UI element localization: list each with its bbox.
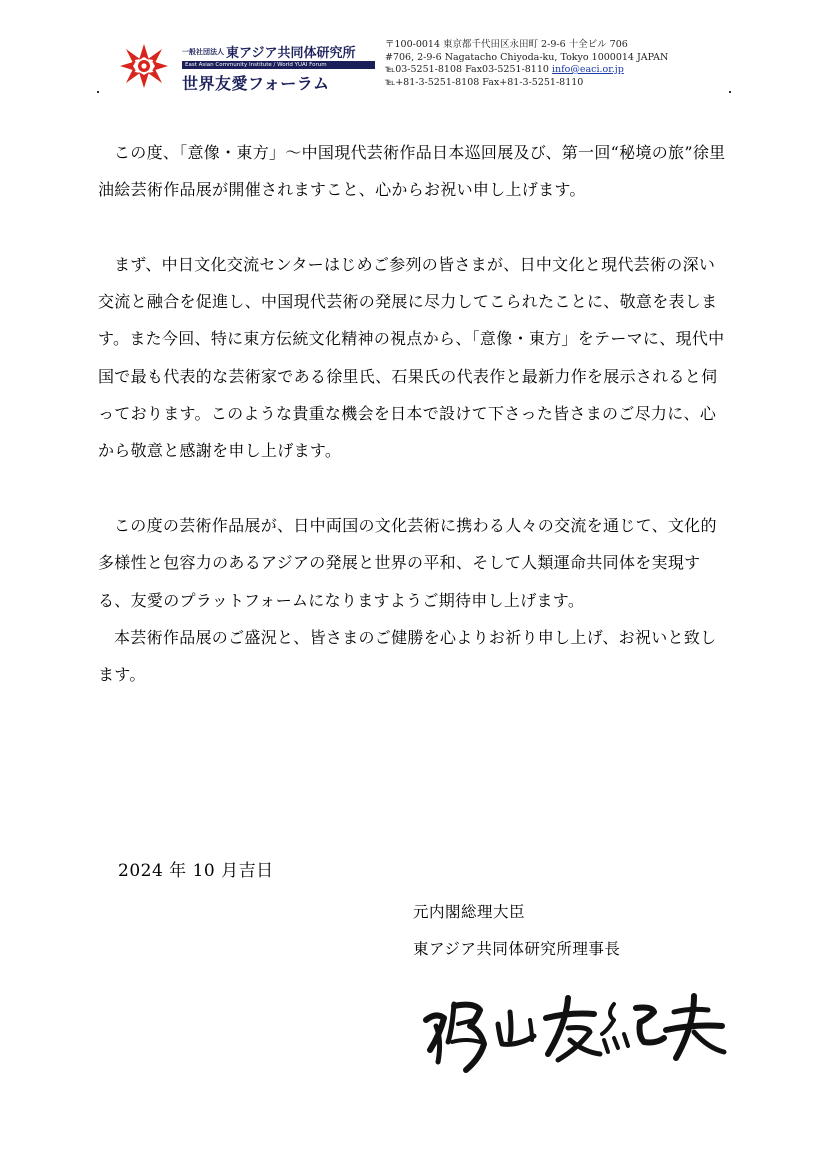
organization-english-name: East Asian Community Institute / World YUAI Forum: [182, 61, 375, 69]
organization-name: [182, 42, 355, 61]
letterhead: [118, 38, 718, 96]
paragraph-hopes: この度の芸術作品展が、日中両国の文化芸術に携わる人々の交流を通じて、文化的多様性と包容力のあるアジアの発展と世界の平和、そして人類運命共同体を実現する、友愛のプラットフォームになりますようご期待申し上げます。: [98, 515, 717, 610]
forum-name: 世界友愛フォーラム: [182, 74, 330, 93]
organization-name-block: [182, 42, 382, 94]
organization-name-text: 東アジア共同体研究所: [226, 46, 356, 61]
header-corner-mark-right: [729, 91, 731, 93]
signer-title-former-pm: 元内閣総理大臣: [413, 903, 526, 921]
paragraph-closing: 本芸術作品展のご盛況と、皆さまのご健勝を心よりお祈り申し上げ、お祝いと致します。: [98, 627, 717, 685]
organization-type: 一般社団法人: [182, 48, 224, 56]
handwritten-signature: [418, 990, 728, 1080]
letter-date: 2024 年 10 月吉日: [118, 861, 274, 881]
contact-address-block: [385, 39, 668, 89]
paragraph-acknowledgement: まず、中日文化交流センターはじめご参列の皆さまが、日中文化と現代芸術の深い交流と融合を促進し、中国現代芸術の発展に尽力してこられたことに、敬意を表します。また今回、特に東方伝統文化精神の視点から、「意像・東方」をテーマに、現代中国で最も代表的な芸術家である徐里氏、石果氏の代表作と最新力作を展示されると伺っております。このような貴重な機会を日本で設けて下さった皆さまのご尽力に、心から敬意と感謝を申し上げます。: [98, 254, 725, 461]
address-line-en: #706, 2-9-6 Nagatacho Chiyoda-ku, Tokyo 1000014 JAPAN: [385, 51, 669, 63]
letter-body: [98, 134, 730, 693]
institute-logo-icon: [118, 42, 170, 90]
address-line-jp: 〒100-0014 東京都千代田区永田町 2-9-6 十全ビル 706: [385, 39, 628, 50]
tel-fax-line-intl: ℡+81-3-5251-8108 Fax+81-3-5251-8110: [385, 76, 584, 88]
header-corner-mark-left: [97, 91, 99, 93]
signer-title-chairman: 東アジア共同体研究所理事長: [413, 940, 621, 958]
tel-fax-line-jp: [385, 64, 668, 77]
tel-fax-jp: ℡03-5251-8108 Fax03-5251-8110: [385, 64, 549, 75]
email-link[interactable]: info@eaci.or.jp: [551, 64, 624, 75]
paragraph-opening: この度、「意像・東方」～中国現代芸術作品日本巡回展及び、第一回“秘境の旅”徐里油絵芸術作品展が開催されますこと、心からお祝い申し上げます。: [98, 143, 726, 200]
